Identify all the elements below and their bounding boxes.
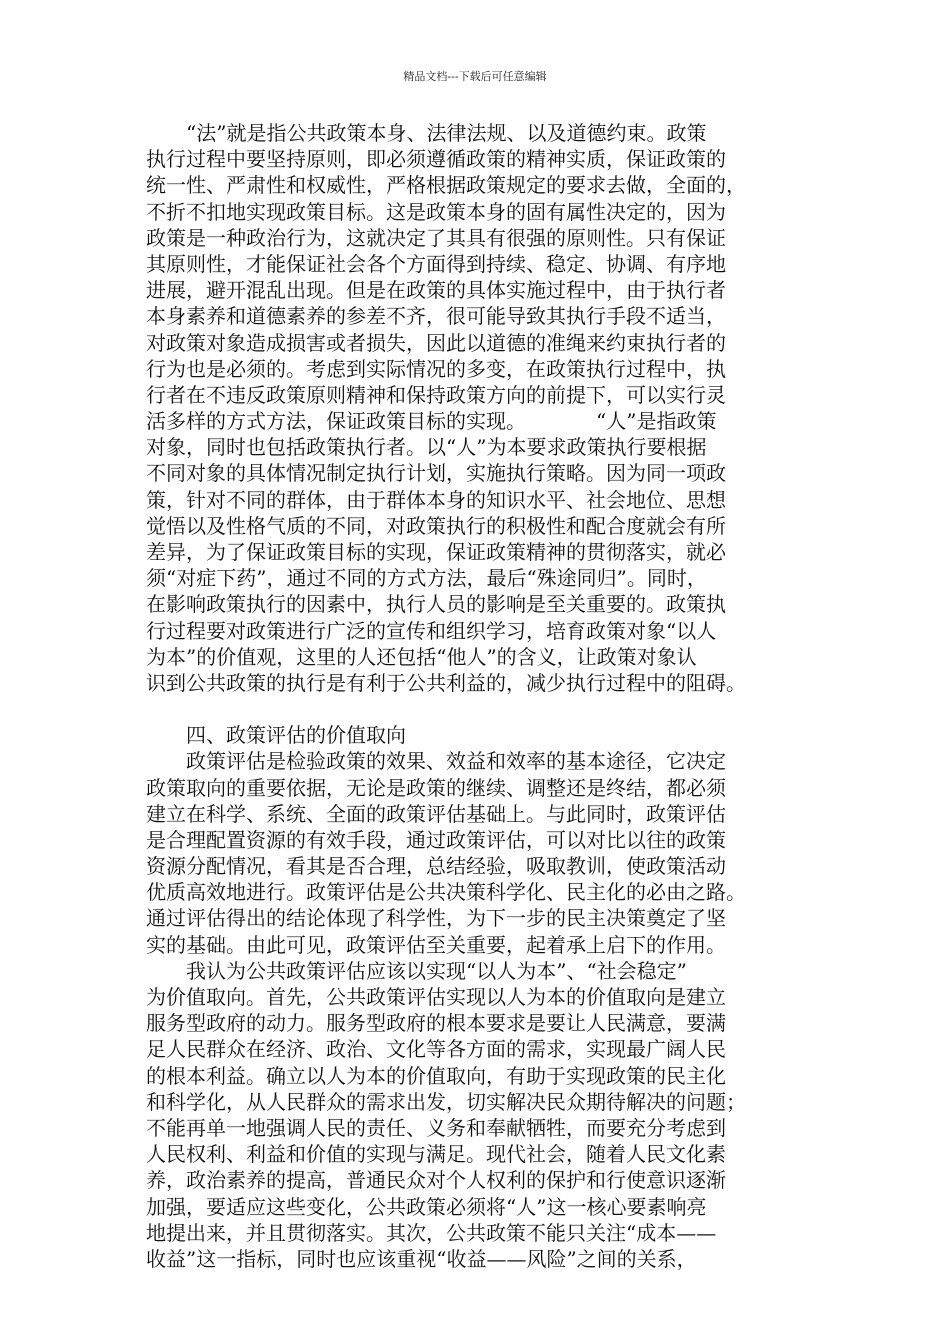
text-line: 统一性、严肃性和权威性，严格根据政策规定的要求去做，全面的， (146, 173, 746, 198)
text-line: 为本”的价值观，这里的人还包括“他人”的含义，让政策对象认 (146, 644, 697, 669)
page-header: 精品文档---下载后可任意编辑 (403, 70, 547, 83)
document-body (146, 120, 806, 1272)
text-line: 行过程要对政策进行广泛的宣传和组织学习，培育政策对象“以人 (146, 618, 717, 643)
text-line: 建立在科学、系统、全面的政策评估基础上。与此同时，政策评估 (146, 801, 726, 826)
text-line: 足人民群众在经济、政治、文化等各方面的需求，实现最广阔人民 (146, 1037, 726, 1062)
text-line: 行为也是必须的。考虑到实际情况的多变，在政策执行过程中，执 (146, 356, 726, 381)
text-line: 差异，为了保证政策目标的实现，保证政策精神的贯彻落实，就必 (146, 540, 726, 564)
text-line: 人民权利、利益和价值的实现与满足。现代社会，随着人民文化素 (146, 1142, 726, 1167)
text-line: 其原则性，才能保证社会各个方面得到持续、稳定、协调、有序地 (146, 251, 726, 276)
text-line: 收益”这一指标，同时也应该重视“收益——风险”之间的关系， (146, 1246, 697, 1271)
text-line: 资源分配情况，看其是否合理，总结经验，吸取教训，使政策活动 (146, 854, 726, 879)
paragraph-value-orientation (146, 958, 806, 1272)
text-line: 不折不扣地实现政策目标。这是政策本身的固有属性决定的，因为 (146, 199, 726, 224)
text-line: 识到公共政策的执行是有利于公共利益的，减少执行过程中的阻碍。 (146, 670, 746, 695)
text-line: 和科学化，从人民群众的需求出发，切实解决民众期待解决的问题； (146, 1089, 746, 1114)
paragraph-gap (146, 696, 806, 722)
text-line: 的根本利益。确立以人为本的价值取向，有助于实现政策的民主化 (146, 1063, 726, 1088)
text-line: 优质高效地进行。政策评估是公共决策科学化、民主化的必由之路。 (146, 880, 746, 905)
text-line: 为价值取向。首先，公共政策评估实现以人为本的价值取向是建立 (146, 985, 726, 1009)
text-line: 进展，避开混乱出现。但是在政策的具体实施过程中，由于执行者 (146, 278, 726, 303)
text-line: 政策是一种政治行为，这就决定了其具有很强的原则性。只有保证 (146, 225, 726, 250)
text-line: 服务型政府的动力。服务型政府的根本要求是要让人民满意，要满 (146, 1011, 726, 1036)
text-line: 本身素养和道德素养的参差不齐，很可能导致其执行手段不适当， (146, 304, 726, 329)
text-line: 对象，同时也包括政策执行者。以“人”为本要求政策执行要根据 (146, 435, 707, 460)
text-line: 不能再单一地强调人民的责任、义务和奉献牺牲，而要充分考虑到 (146, 1115, 726, 1140)
text-line: 通过评估得出的结论体现了科学性，为下一步的民主决策奠定了坚 (146, 906, 726, 931)
text-line: 政策评估是检验政策的效果、效益和效率的基本途径，它决定 (146, 749, 726, 774)
text-line: “法”就是指公共政策本身、法律法规、以及道德约束。政策 (146, 121, 707, 145)
text-line: 行者在不违反政策原则精神和保持政策方向的前提下，可以实行灵 (146, 382, 726, 407)
text-line: 对政策对象造成损害或者损失，因此以道德的准绳来约束执行者的 (146, 330, 726, 355)
text-line: 是合理配置资源的有效手段，通过政策评估，可以对比以往的政策 (146, 827, 726, 852)
text-line: 在影响政策执行的因素中，执行人员的影响是至关重要的。政策执 (146, 592, 726, 617)
text-line: 须“对症下药”，通过不同的方式方法，最后“殊途同归”。同时， (146, 566, 707, 591)
text-line: 加强，要适应这些变化，公共政策必须将“人”这一核心要素响亮 (146, 1194, 707, 1219)
text-line: 策，针对不同的群体，由于群体本身的知识水平、社会地位、思想 (146, 487, 726, 512)
text-line: 执行过程中要坚持原则，即必须遵循政策的精神实质，保证政策的 (146, 147, 726, 172)
section-heading: 四、政策评估的价值取向 (146, 723, 406, 748)
text-line: 地提出来，并且贯彻落实。其次，公共政策不能只关注“成本—— (146, 1220, 717, 1245)
text-line: 不同对象的具体情况制定执行计划，实施执行策略。因为同一项政 (146, 461, 726, 486)
text-line: 活多样的方式方法，保证政策目标的实现。 “人”是指政策 (146, 409, 717, 434)
text-line: 觉悟以及性格气质的不同，对政策执行的积极性和配合度就会有所 (146, 513, 726, 538)
text-line: 我认为公共政策评估应该以实现“以人为本”、“社会稳定” (146, 958, 687, 983)
paragraph-law-and-people (146, 120, 806, 696)
text-line: 政策取向的重要依据，无论是政策的继续、调整还是终结，都必须 (146, 775, 726, 800)
text-line: 实的基础。由此可见，政策评估至关重要，起着承上启下的作用。 (146, 932, 726, 957)
paragraph-policy-evaluation (146, 748, 806, 958)
text-line: 养，政治素养的提高，普通民众对个人权利的保护和行使意识逐渐 (146, 1168, 726, 1193)
